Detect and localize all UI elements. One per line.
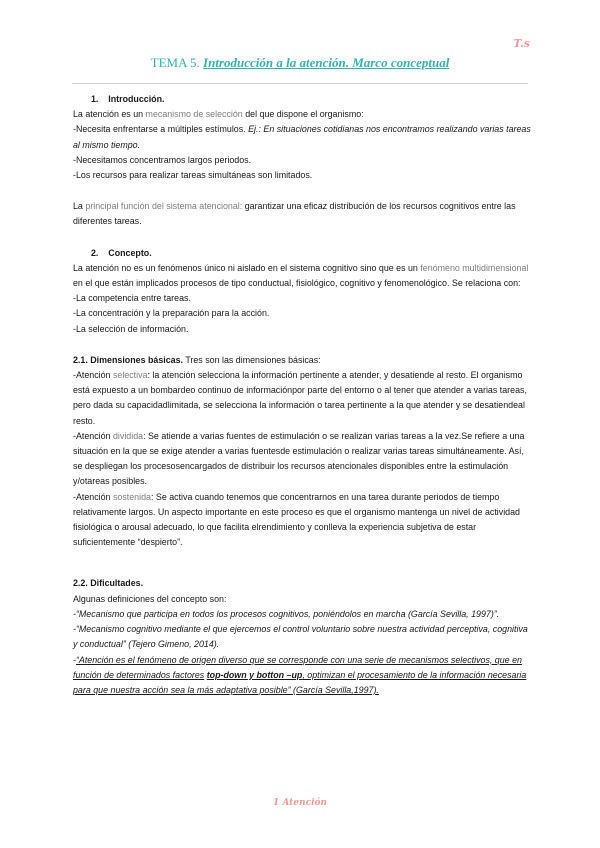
section-2-1-intro: Tres son las dimensiones básicas: [185,354,321,365]
s2-paragraph [73,261,531,291]
section-2-1-heading [73,353,531,368]
dimension-sostenida [73,490,531,551]
s22-intro: Algunas definiciones del concepto son: [73,593,227,604]
dimension-selectiva-prefix: -Atención [73,370,111,381]
s1-intro-text: La atención es un [73,109,144,120]
title-prefix: TEMA 5. [150,55,200,70]
definition-2: -“Mecanismo cognitivo mediante el que ejercemos el control voluntario sobre nuestra actividad perceptiva, cognitiva y conductual” (Tejero Gimeno, 2014). [73,624,528,650]
s2-item-3: -La selección de información. [73,323,189,334]
dimension-dividida [73,429,531,490]
dimension-selectiva-keyword: selectiva [112,370,148,381]
section-2-1-title: 2.1. Dimensiones básicas. [73,354,184,365]
s2-paragraph-text: La atención no es un fenómenos único ni aislado en el sistema cognitivo sino que es un [73,262,418,273]
section-2-heading [73,246,531,261]
definition-3-bold: top-down y botton –up [206,669,303,680]
s2-paragraph-tail: en el que están implicados procesos de tipo conductual, fisiológico, cognitivo y fenomenológico. Se relaciona con: [73,278,521,289]
document-body [73,92,531,698]
dimension-sostenida-text: : Se activa cuando tenemos que concentrarnos en una tarea durante periodos de tiempo relativamente largos. Un aspecto importante en este proceso es que el organismo mantenga un nivel de actividad fisiológica o arousal adecuado, lo que facilita elrendimiento y conlleva la experiencia subjetiva de estar suficientemente “despierto”. [73,491,520,548]
definition-3-text: “Atención es el fenómeno de origen diverso que se corresponde con una serie de mecanismos selectivos, que en función de determinados factores [73,654,522,680]
s2-item-2: -La concentración y la preparación para la acción. [73,308,270,319]
dimension-sostenida-keyword: sostenida [112,491,151,502]
s1-function-keyword: principal función del sistema atencional: [85,201,243,212]
s1-intro-tail: del que dispone el organismo: [245,109,364,120]
dimension-selectiva-text: : la atención selecciona la información pertinente a atender, y desatiende al resto. El organismo está expuesto a un bombardeo continuo de informaciónpor parte del entorno o al tener que atender a varias tareas, pero dada su capacidadlimitada, se selecciona la información o tarea pertinente a la que atender y se desatiendeal resto. [73,370,527,426]
title-divider [72,83,528,84]
section-1-number: 1. [91,94,99,104]
dimension-dividida-keyword: dividida [112,430,144,441]
section-1-heading [73,92,531,107]
dimension-selectiva [73,368,531,429]
s1-item-3: -Los recursos para realizar tareas simultáneas son limitados. [73,170,313,181]
title-main: Introducción a la atención. Marco conceptual [203,55,450,70]
corner-mark: T.s [513,37,530,50]
s1-item-1-example: Ej.: En situaciones cotidianas nos encontramos realizando varias tareas al mismo tiempo. [73,124,531,150]
section-2-title: Concepto. [108,247,152,258]
s1-item-2: -Necesitamos concentramos largos periodos. [73,154,252,165]
dimension-sostenida-prefix: -Atención [73,491,111,502]
page-title [0,55,600,71]
s1-function-text: garantizar una eficaz distribución de los recursos cognitivos entre las diferentes tareas. [73,201,516,227]
s2-item-1: -La competencia entre tareas. [73,293,191,304]
definition-3 [73,653,531,699]
dimension-dividida-prefix: -Atención [73,430,111,441]
s1-function-lead: La [73,201,83,212]
s1-function [73,199,531,229]
definition-1: -“Mecanismo que participa en todos los procesos cognitivos, poniéndolos en marcha (García Sevilla, 1997)”. [73,608,500,619]
s1-item-1-text: -Necesita enfrentarse a múltiples estímulos. [73,124,246,135]
dimension-dividida-text: : Se atiende a varias fuentes de estimulación o se realizan varias tareas a la vez.Se refiere a una situación en la que se exige atender a varias fuentesde estimulación o realizar varias tareas simultáneamente. Así, se despliegan los procesosencargados de distribuir los recursos atencionales disponibles entre la estimulación y/otareas posibles. [73,430,525,487]
section-1-title: Introducción. [108,94,165,104]
s1-keyword: mecanismo de selección [145,109,243,120]
section-2-2-heading: 2.2. Dificultades. [73,578,144,589]
page-footer: 1 Atención [272,798,328,808]
s1-intro [73,107,531,122]
definition-3-tail: , optimizan el procesamiento de la información necesaria para que nuestra acción sea la más adaptativa posible” (García Sevilla,1997). [73,669,527,695]
s1-item-1 [73,122,531,152]
section-2-number: 2. [91,247,99,258]
s2-keyword: fenómeno multidimensional [420,262,529,273]
definition-3-dash: - [73,654,76,665]
